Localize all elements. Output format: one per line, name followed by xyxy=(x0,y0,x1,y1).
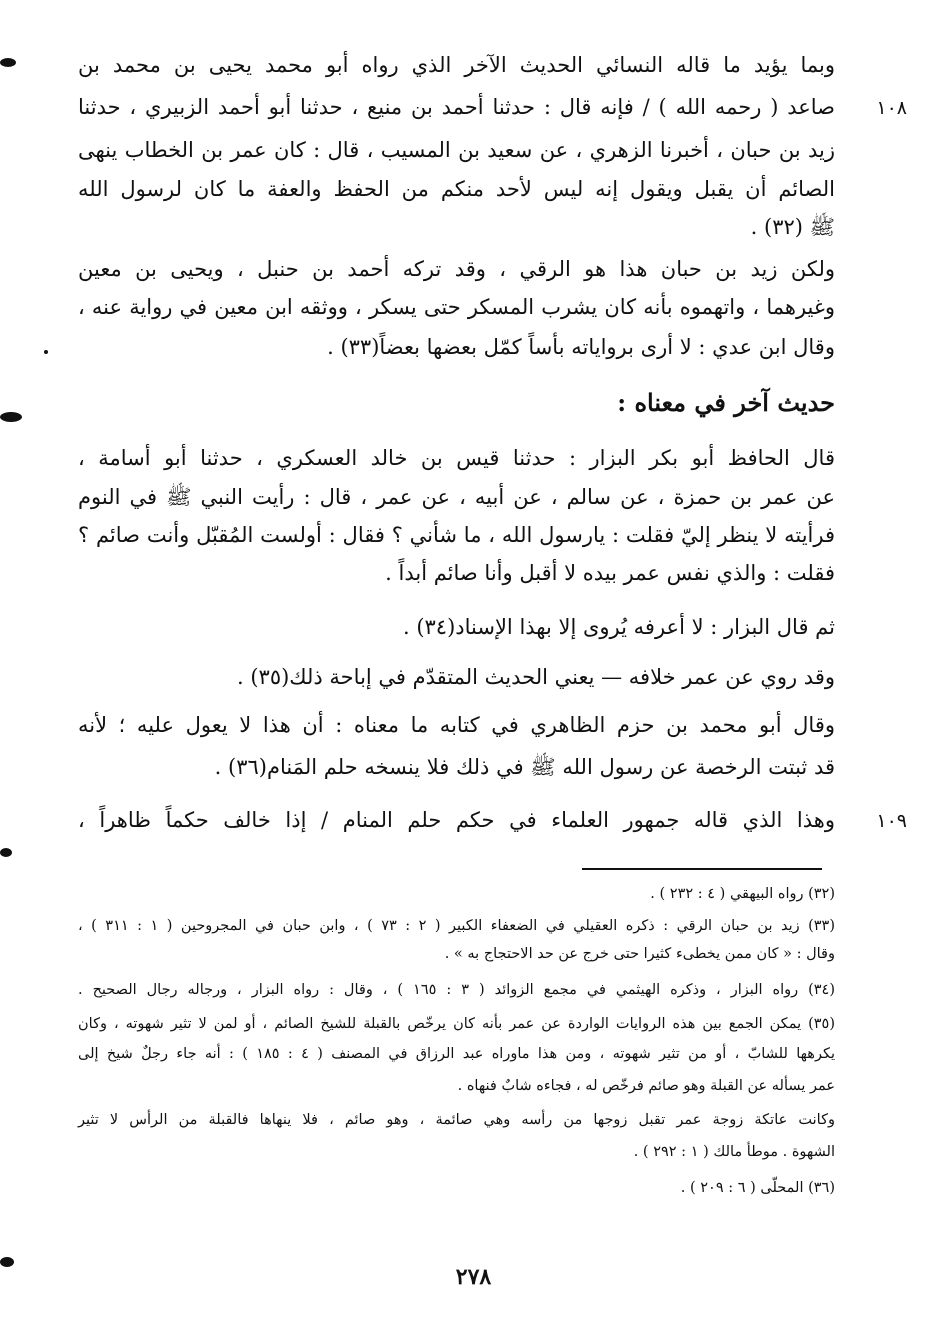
body-line: وقد روي عن عمر خلافه — يعني الحديث المتقدّم في إباحة ذلك(٣٥) . xyxy=(237,665,835,689)
footnote-line: (٣٤) رواه البزار ، وذكره الهيثمي في مجمع الزوائد ( ٣ : ١٦٥ ) ، وقال : رواه البزار ، ورجاله رجال الصحيح . xyxy=(78,982,835,998)
body-line: وبما يؤيد ما قاله النسائي الحديث الآخر الذي رواه أبو محمد يحيى بن محمد بن xyxy=(78,53,835,77)
margin-page-number: ١٠٩ xyxy=(876,810,907,832)
body-line: وقال ابن عدي : لا أرى برواياته بأساً كمّل بعضها بعضاً(٣٣) . xyxy=(327,335,835,359)
body-line: زيد بن حبان ، أخبرنا الزهري ، عن سعيد بن المسيب ، قال : كان عمر بن الخطاب ينهى xyxy=(78,138,835,162)
footnote-line: يكرهها للشابّ ، أو من تثير شهوته ، ومن هذا ماوراه عبد الرزاق في المصنف ( ٤ : ١٨٥ ) : أنه جاء رجلٌ شيخ إلى xyxy=(78,1046,835,1062)
body-line: وغيرهما ، واتهموه بأنه كان يشرب المسكر حتى يسكر ، ووثقه ابن معين في رواية عنه ، xyxy=(78,295,835,319)
body-line: ثم قال البزار : لا أعرفه يُروى إلا بهذا الإسناد(٣٤) . xyxy=(402,615,835,639)
scan-mark xyxy=(0,412,22,422)
body-line: عن عمر بن حمزة ، عن سالم ، عن أبيه ، عن عمر ، قال : رأيت النبي ﷺ في النوم xyxy=(78,485,835,509)
body-line: وهذا الذي قاله جمهور العلماء في حكم حلم المنام / إذا خالف حكماً ظاهراً ، xyxy=(78,808,835,832)
footnote-line: وقال : « كان ممن يخطىء كثيرا حتى خرج عن حد الاحتجاج به » . xyxy=(444,946,835,962)
body-line: ولكن زيد بن حبان هذا هو الرقي ، وقد تركه أحمد بن حنبل ، ويحيى بن معين xyxy=(78,257,835,281)
footnote-line: (٣٣) زيد بن حبان الرقي : ذكره العقيلي في الضعفاء الكبير ( ٢ : ٧٣ ) ، وابن حبان في المجروحين ( ١ : ٣١١ ) ، xyxy=(78,918,835,934)
body-line: قد ثبتت الرخصة عن رسول الله ﷺ في ذلك فلا ينسخه حلم المَنام(٣٦) . xyxy=(214,755,835,779)
scan-mark xyxy=(0,58,16,67)
body-line: صاعد ( رحمه الله ) / فإنه قال : حدثنا أحمد بن منيع ، حدثنا أبو أحمد الزبيري ، حدثنا xyxy=(78,95,835,119)
body-line: فرأيته لا ينظر إليّ فقلت : يارسول الله ، ما شأني ؟ فقال : أولست المُقبّل وأنت صائم ؟ xyxy=(78,523,835,547)
footnote-line: (٣٦) المحلّى ( ٦ : ٢٠٩ ) . xyxy=(680,1180,835,1196)
footnote-line: الشهوة . موطأ مالك ( ١ : ٢٩٢ ) . xyxy=(633,1144,835,1160)
footnote-divider xyxy=(582,868,822,870)
body-line: وقال أبو محمد بن حزم الظاهري في كتابه ما معناه : أن هذا لا يعول عليه ؛ لأنه xyxy=(78,713,835,737)
footnote-line: وكانت عاتكة زوجة عمر تقبل زوجها من رأسه وهي صائمة ، وهو صائم ، فلا ينهاها فالقبلة من الرأس لا تثير xyxy=(78,1112,835,1128)
footnote-line: عمر يسأله عن القبلة وهو صائم فرخّص له ، فجاءه شابٌ فنهاه . xyxy=(457,1078,835,1094)
body-line: الصائم أن يقبل ويقول إنه ليس لأحد منكم من الحفظ والعفة ما كان لرسول الله xyxy=(78,177,835,201)
scan-mark xyxy=(44,350,48,354)
section-heading: حديث آخر في معناه : xyxy=(617,388,835,417)
body-line: ﷺ (٣٢) . xyxy=(750,215,835,239)
body-line: قال الحافظ أبو بكر البزار : حدثنا قيس بن خالد العسكري ، حدثنا أبو أسامة ، xyxy=(78,446,835,470)
margin-page-number: ١٠٨ xyxy=(876,97,907,119)
footnote-line: (٣٥) يمكن الجمع بين هذه الروايات الواردة عن عمر بأنه كان يرخّص بالقبلة للشيخ الصائم ، أو لمن لا تثير شهوته ، وكان xyxy=(78,1016,835,1032)
page-number: ٢٧٨ xyxy=(455,1264,492,1290)
footnote-line: (٣٢) رواه البيهقي ( ٤ : ٢٣٢ ) . xyxy=(650,886,835,902)
body-line: فقلت : والذي نفس عمر بيده لا أقبل وأنا صائم أبداً . xyxy=(385,561,835,585)
scan-mark xyxy=(0,848,12,857)
